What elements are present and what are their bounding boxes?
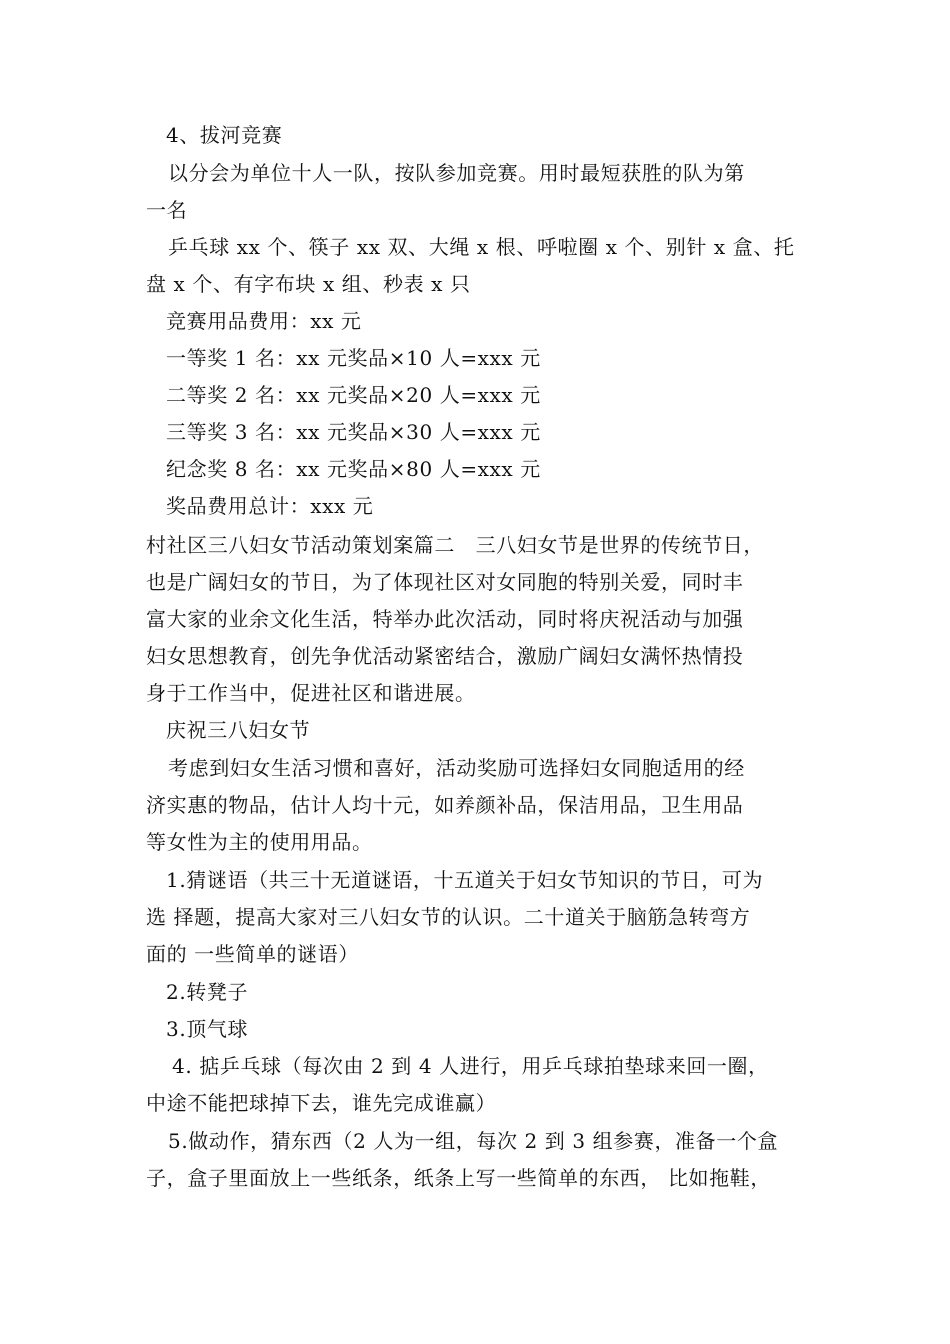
section-heading: 4、拔河竞赛 [166, 123, 283, 147]
paragraph-line: 也是广阔妇女的节日，为了体现社区对女同胞的特别关爱，同时丰 [146, 570, 744, 594]
list-item: 3.顶气球 [166, 1017, 249, 1041]
list-item: 1.猜谜语（共三十无道谜语，十五道关于妇女节知识的节日，可为 [166, 868, 764, 892]
prize-line: 纪念奖 8 名：xx 元奖品×80 人=xxx 元 [166, 457, 541, 481]
paragraph-line: 以分会为单位十人一队，按队参加竞赛。用时最短获胜的队为第 [168, 161, 745, 185]
paragraph-line: 考虑到妇女生活习惯和喜好，活动奖励可选择妇女同胞适用的经 [168, 756, 745, 780]
paragraph-line: 妇女思想教育，创先争优活动紧密结合，激励广阔妇女满怀热情投 [146, 644, 744, 668]
paragraph-line: 等女性为主的使用用品。 [146, 830, 373, 854]
total-line: 奖品费用总计：xxx 元 [166, 494, 374, 518]
list-item: 2.转凳子 [166, 980, 249, 1004]
paragraph-line: 中途不能把球掉下去，谁先完成谁赢） [146, 1091, 497, 1115]
prize-line: 三等奖 3 名：xx 元奖品×30 人=xxx 元 [166, 420, 541, 444]
paragraph-line: 富大家的业余文化生活，特举办此次活动，同时将庆祝活动与加强 [146, 607, 744, 631]
paragraph-line: 子，盒子里面放上一些纸条，纸条上写一些简单的东西， 比如拖鞋， [146, 1166, 771, 1190]
cost-line: 竞赛用品费用：xx 元 [166, 309, 362, 333]
paragraph-line: 村社区三八妇女节活动策划案篇二 三八妇女节是世界的传统节日， [146, 533, 764, 557]
paragraph-line: 济实惠的物品，估计人均十元，如养颜补品，保洁用品，卫生用品 [146, 793, 744, 817]
list-item: 5.做动作，猜东西（2 人为一组，每次 2 到 3 组参赛，准备一个盒 [168, 1129, 779, 1153]
paragraph-line: 选 择题，提高大家对三八妇女节的认识。二十道关于脑筋急转弯方 [146, 905, 751, 929]
prize-line: 二等奖 2 名：xx 元奖品×20 人=xxx 元 [166, 383, 541, 407]
list-item: 4. 掂乒乓球（每次由 2 到 4 人进行，用乒乓球拍垫球来回一圈， [172, 1054, 769, 1078]
paragraph-line: 一名 [146, 198, 188, 222]
paragraph-line: 乒乓球 xx 个、筷子 xx 双、大绳 x 根、呼啦圈 x 个、别针 x 盒、托 [168, 235, 795, 259]
paragraph-line: 盘 x 个、有字布块 x 组、秒表 x 只 [146, 272, 471, 296]
paragraph-line: 面的 一些简单的谜语） [146, 942, 359, 966]
paragraph-line: 身于工作当中，促进社区和谐进展。 [146, 681, 476, 705]
prize-line: 一等奖 1 名：xx 元奖品×10 人=xxx 元 [166, 346, 541, 370]
section-heading: 庆祝三八妇女节 [166, 718, 311, 742]
